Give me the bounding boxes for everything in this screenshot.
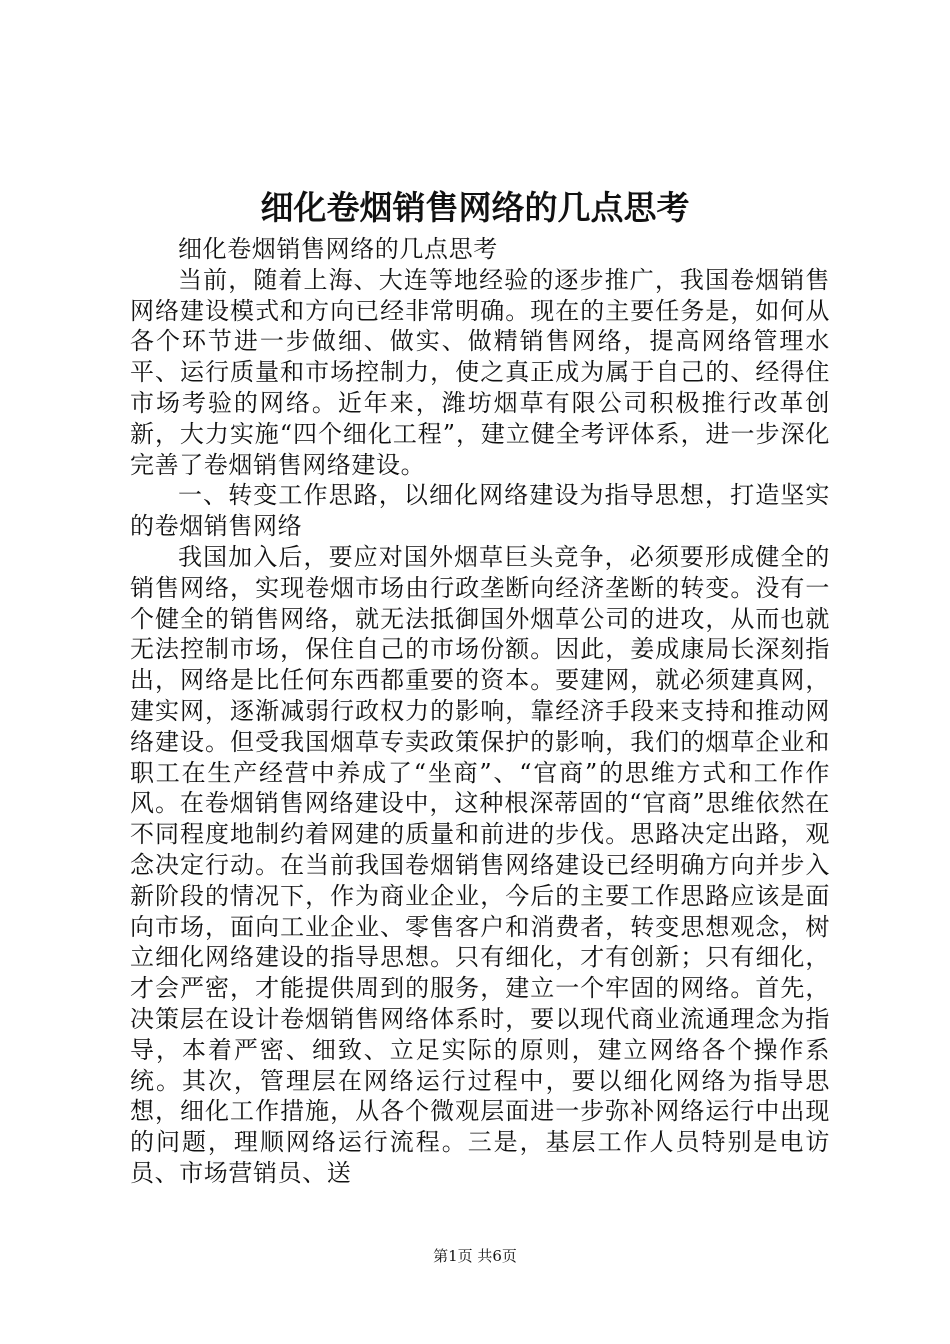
paragraph-subtitle: 细化卷烟销售网络的几点思考 [178,235,498,263]
paragraph-section-body: 我国加入后，要应对国外烟草巨头竞争，必须要形成健全的销售网络，实现卷烟市场由行政垄断向经济垄断的转变。没有一个健全的销售网络，就无法抵御国外烟草公司的进攻，从而也就无法控制市场，保住自己的市场份额。因此，姜成康局长深刻指出，网络是比任何东西都重要的资本。要建网，就必须建真网，建实网，逐渐减弱行政权力的影响，靠经济手段来支持和推动网络建设。但受我国烟草专卖政策保护的影响，我们的烟草企业和职工在生产经营中养成了“坐商”、“官商”的思维方式和工作作风。在卷烟销售网络建设中，这种根深蒂固的“官商”思维依然在不同程度地制约着网建的质量和前进的步伐。思路决定出路，观念决定行动。在当前我国卷烟销售网络建设已经明确方向并步入新阶段的情况下，作为商业企业，今后的主要工作思路应该是面向市场，面向工业企业、零售客户和消费者，转变思想观念，树立细化网络建设的指导思想。只有细化，才有创新；只有细化，才会严密，才能提供周到的服务，建立一个牢固的网络。首先，决策层在设计卷烟销售网络体系时，要以现代商业流通理念为指导，本着严密、细致、立足实际的原则，建立网络各个操作系统。其次，管理层在网络运行过程中，要以细化网络为指导思想，细化工作措施，从各个微观层面进一步弥补网络运行中出现的问题，理顺网络运行流程。三是，基层工作人员特别是电访员、市场营销员、送 [130,542,830,1187]
paragraph-intro: 当前，随着上海、大连等地经验的逐步推广，我国卷烟销售网络建设模式和方向已经非常明确。现在的主要任务是，如何从各个环节进一步做细、做实、做精销售网络，提高网络管理水平、运行质量和市场控制力，使之真正成为属于自己的、经得住市场考验的网络。近年来，潍坊烟草有限公司积极推行改革创新，大力实施“四个细化工程”，建立健全考评体系，进一步深化完善了卷烟销售网络建设。 [130,265,830,479]
page-number-footer: 第1页 共6页 [433,1247,517,1265]
document-title: 细化卷烟销售网络的几点思考 [260,188,690,227]
paragraph-section-heading: 一、转变工作思路，以细化网络建设为指导思想，打造坚实的卷烟销售网络 [130,481,830,541]
document-body [130,234,830,1189]
